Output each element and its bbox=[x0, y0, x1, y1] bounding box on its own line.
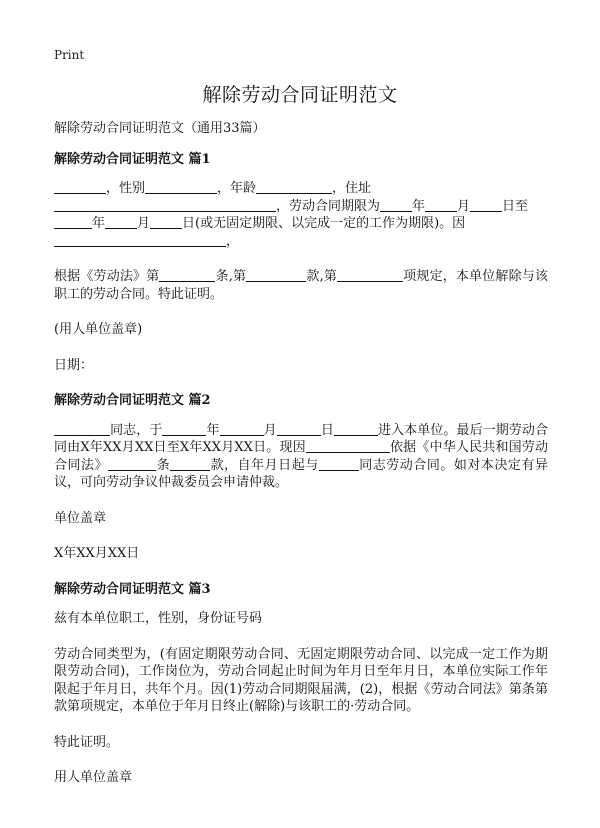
blank-article bbox=[159, 268, 215, 282]
blank-item bbox=[337, 268, 403, 282]
blank-comrade bbox=[54, 422, 110, 436]
document-title: 解除劳动合同证明范文 bbox=[202, 84, 398, 106]
text-labor-law: 根据《劳动法》第 bbox=[54, 269, 160, 284]
text-month: 月 bbox=[263, 422, 277, 438]
blank-end-year bbox=[54, 215, 92, 229]
section2-seal: 单位盖章 bbox=[54, 510, 107, 526]
blank-clause bbox=[170, 457, 210, 471]
text-year: 年 bbox=[92, 216, 106, 231]
section2-body bbox=[54, 422, 548, 492]
text-comrade-at: 同志，于 bbox=[110, 422, 163, 438]
text-according: 依据《中华人民共和国劳动合同法》 bbox=[54, 440, 548, 473]
document-body bbox=[54, 120, 548, 805]
section2-heading: 解除劳动合同证明范文 篇2 bbox=[54, 393, 211, 408]
print-link[interactable]: Print bbox=[54, 48, 85, 62]
blank-gender bbox=[145, 180, 217, 194]
blank-entry bbox=[334, 422, 378, 436]
text-year: 年 bbox=[412, 198, 426, 214]
text-decision: 同志劳动合同。如对本决定有异议，可向劳动争议仲裁委员会申请仲裁。 bbox=[54, 457, 548, 490]
blank-address bbox=[54, 198, 276, 212]
text-item-rest: 项规定，本单位解除与该职工的劳动合同。特此证明。 bbox=[54, 269, 548, 302]
blank-day bbox=[277, 422, 321, 436]
section1-heading: 解除劳动合同证明范文 篇1 bbox=[54, 151, 211, 167]
text-day-to: 日至 bbox=[502, 198, 529, 214]
text-gender: ，性别 bbox=[106, 181, 146, 196]
section1-seal: (用人单位盖章) bbox=[54, 322, 143, 337]
section3-body: 劳动合同类型为，(有固定期限劳动合同、无固定期限劳动合同、以完成一定工作为期限劳动合同)，工作岗位为，劳动合同起止时间为年月日至年月日，本单位实际工作年限起于年月日，共年个月。因(1)劳动合同期限届满，(2)，根据《劳动合同法》第条第款第项规定，本单位于年月日终止(解除)与该职工的·劳动合同。 bbox=[54, 646, 548, 714]
text-address: ，住址 bbox=[332, 181, 372, 196]
section1-legal-basis bbox=[54, 268, 548, 303]
text-year: 年 bbox=[206, 422, 220, 438]
blank-name bbox=[54, 180, 106, 194]
document-subtitle: 解除劳动合同证明范文（通用33篇） bbox=[54, 121, 266, 136]
section1-form bbox=[54, 180, 548, 250]
text-clause: 款，自年月日起与 bbox=[210, 457, 319, 473]
text-day-reason: 日(或无固定期限、以完成一定的工作为期限)。因 bbox=[182, 216, 466, 231]
section3-cert: 特此证明。 bbox=[54, 734, 120, 750]
section1-line3 bbox=[54, 215, 548, 233]
text-clause: 款,第 bbox=[306, 269, 338, 284]
text-article: 条 bbox=[156, 457, 171, 473]
text-article: 条,第 bbox=[215, 269, 247, 284]
blank-reason bbox=[306, 439, 390, 453]
blank-clause bbox=[246, 268, 306, 282]
blank-end-day bbox=[150, 215, 182, 229]
text-entry: 进入本单位。最后一期劳动合同由X年XX月XX日至X年XX月XX日。现因 bbox=[54, 422, 548, 455]
section1-line2 bbox=[54, 198, 548, 216]
text-comma: ， bbox=[226, 233, 240, 249]
blank-reason bbox=[54, 233, 226, 247]
blank-start-day bbox=[470, 198, 502, 212]
blank-age bbox=[256, 180, 332, 194]
text-month: 月 bbox=[457, 198, 471, 214]
blank-article bbox=[108, 457, 156, 471]
blank-start-month bbox=[425, 198, 457, 212]
text-day: 日 bbox=[320, 422, 334, 438]
blank-year bbox=[162, 422, 206, 436]
blank-comrade-name bbox=[319, 457, 359, 471]
text-month: 月 bbox=[137, 216, 151, 231]
section3-intro: 兹有本单位职工，性别，身份证号码 bbox=[54, 611, 263, 626]
section3-heading: 解除劳动合同证明范文 篇3 bbox=[54, 581, 211, 597]
blank-end-month bbox=[105, 215, 137, 229]
blank-start-year bbox=[380, 198, 412, 212]
blank-month bbox=[220, 422, 264, 436]
section1-line4 bbox=[54, 233, 548, 251]
text-contract-term: ，劳动合同期限为 bbox=[276, 198, 381, 214]
section1-date: 日期： bbox=[54, 357, 94, 373]
section2-date: X年XX月XX日 bbox=[54, 546, 140, 561]
section3-seal: 用人单位盖章 bbox=[54, 770, 133, 785]
text-age: ，年龄 bbox=[217, 181, 257, 196]
section1-line1 bbox=[54, 180, 548, 198]
